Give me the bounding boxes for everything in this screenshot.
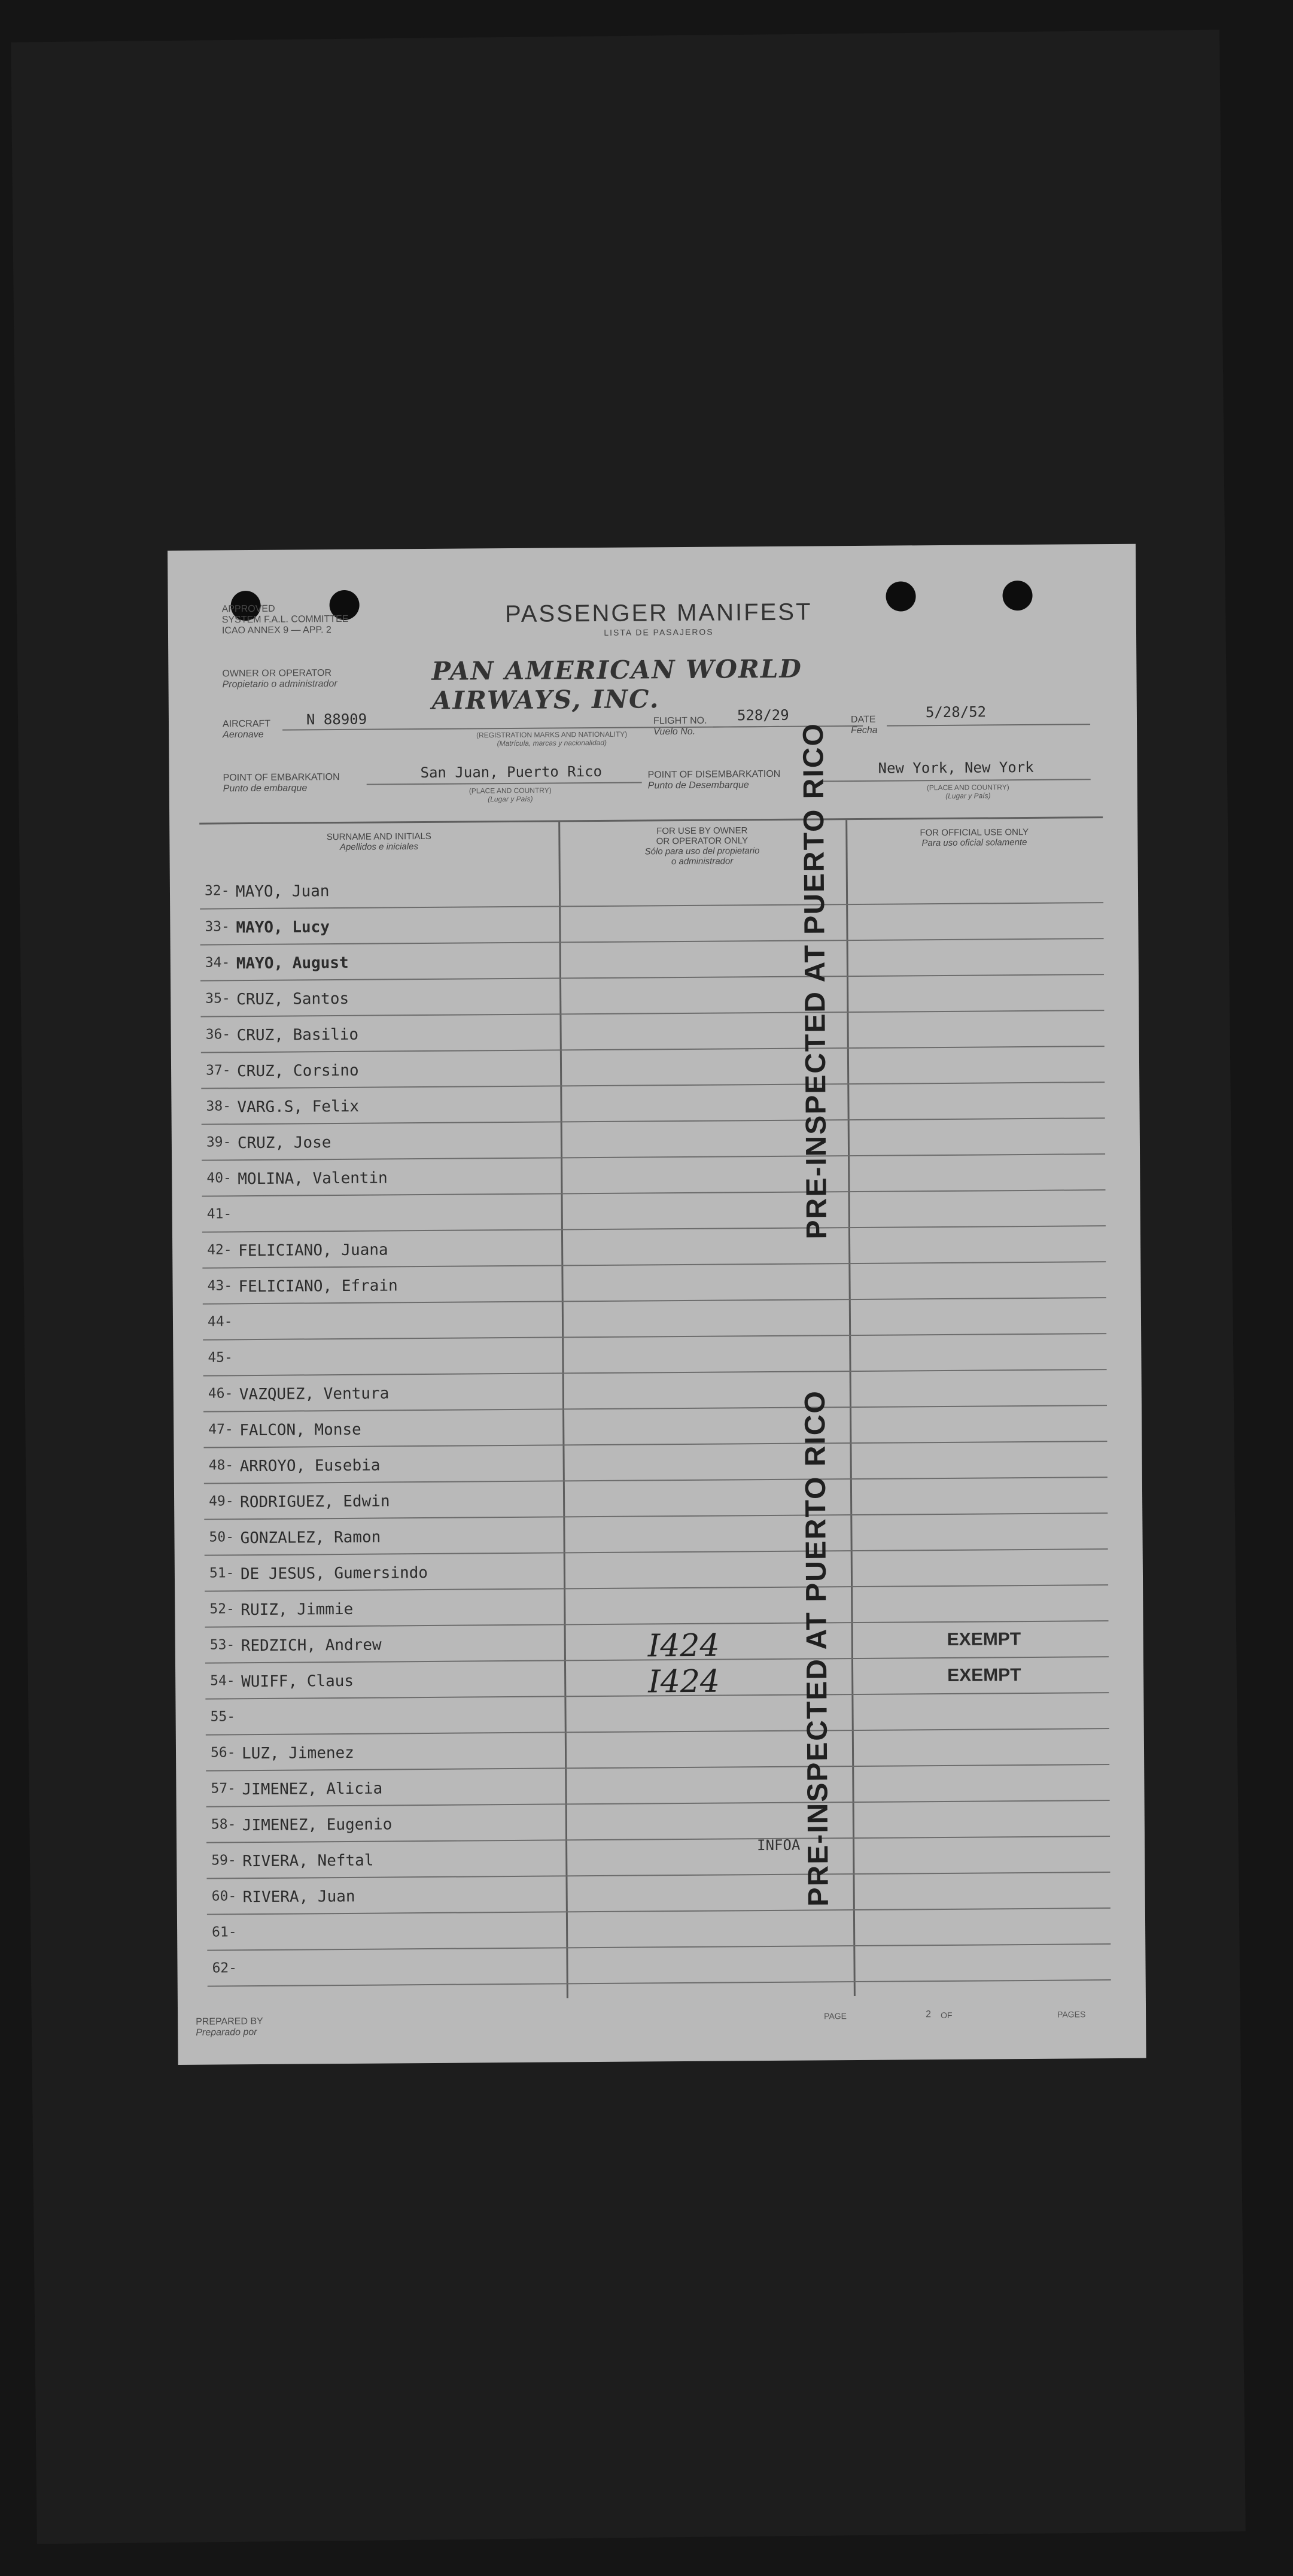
- row-number: 44-: [207, 1314, 233, 1330]
- col-head-surname-es: Apellidos e iniciales: [339, 842, 418, 853]
- flight-value: 528/29: [737, 706, 789, 724]
- row-number: 61-: [212, 1924, 237, 1940]
- disembark-underline: [822, 779, 1091, 782]
- passenger-name: VAZQUEZ, Ventura: [239, 1384, 390, 1404]
- passenger-name: MAYO, August: [236, 953, 349, 973]
- aircraft-caption-en: (REGISTRATION MARKS AND NATIONALITY): [476, 730, 628, 740]
- row-number: 34-: [205, 955, 230, 971]
- row-number: 36-: [205, 1026, 231, 1043]
- row-number: 49-: [209, 1493, 234, 1509]
- passenger-name: LUZ, Jimenez: [241, 1743, 354, 1763]
- row-number: 40-: [206, 1170, 232, 1186]
- embark-label-es: Punto de embarque: [223, 783, 308, 794]
- approval-line: SYSTEM F.A.L. COMMITTEE: [221, 613, 349, 625]
- date-label-en: DATE: [850, 714, 876, 725]
- row-number: 54-: [210, 1673, 235, 1689]
- official-status: EXEMPT: [947, 1629, 1021, 1650]
- row-number: 37-: [205, 1062, 231, 1079]
- flight-label: [653, 716, 707, 738]
- embark-underline: [367, 782, 642, 785]
- disembark-caption-es: (Lugar y País): [945, 791, 991, 800]
- disembark-label-en: POINT OF DISEMBARKATION: [647, 768, 781, 780]
- official-status: EXEMPT: [947, 1665, 1021, 1685]
- disembark-label-es: Punto de Desembarque: [647, 780, 749, 791]
- page-label: PAGE: [824, 2011, 847, 2021]
- embark-caption-es: (Lugar y País): [488, 794, 533, 804]
- row-number: 50-: [209, 1529, 235, 1545]
- col-head-official-es: Para uso oficial solamente: [921, 837, 1027, 849]
- row-number: 56-: [210, 1745, 236, 1761]
- passenger-name: RIVERA, Juan: [242, 1887, 355, 1907]
- infoa-note: INFOA: [757, 1836, 801, 1854]
- flight-label-es: Vuelo No.: [653, 726, 696, 737]
- passenger-name: WUIFF, Claus: [241, 1672, 354, 1691]
- row-number: 51-: [209, 1565, 235, 1581]
- of-label: OF: [941, 2010, 953, 2021]
- punch-hole: [1002, 581, 1032, 610]
- passenger-name: FALCON, Monse: [239, 1420, 361, 1440]
- col-head-official-en: FOR OFFICIAL USE ONLY: [920, 827, 1029, 839]
- row-number: 33-: [205, 919, 230, 935]
- disembark-caption-en: (PLACE AND COUNTRY): [926, 783, 1009, 792]
- row-number: 45-: [208, 1350, 233, 1366]
- passenger-name: RODRIGUEZ, Edwin: [239, 1492, 390, 1512]
- approval-line: APPROVED: [221, 603, 275, 615]
- passenger-name: GONZALEZ, Ramon: [240, 1528, 381, 1548]
- row-number: 32-: [204, 883, 230, 899]
- manifest-sheet: [168, 544, 1146, 2065]
- approval-line: ICAO ANNEX 9 — APP. 2: [221, 625, 331, 636]
- date-value: 5/28/52: [925, 703, 987, 721]
- passenger-name: ARROYO, Eusebia: [239, 1456, 381, 1476]
- passenger-name: MAYO, Juan: [235, 882, 330, 901]
- row-number: 39-: [206, 1134, 232, 1150]
- passenger-name: CRUZ, Basilio: [236, 1025, 359, 1045]
- form-title: PASSENGER MANIFEST: [504, 599, 813, 628]
- handwritten-code: I424: [647, 1627, 720, 1664]
- col-head-operator-en: OR OPERATOR ONLY: [656, 836, 749, 847]
- col-head-operator-es: o administrador: [671, 856, 734, 867]
- col-head-official: [845, 827, 1103, 849]
- flight-underline: [713, 725, 863, 728]
- pages-label: PAGES: [1057, 2009, 1086, 2019]
- flight-label-en: FLIGHT NO.: [653, 715, 707, 727]
- form-subtitle: LISTA DE PASAJEROS: [604, 627, 714, 637]
- passenger-name: JIMENEZ, Alicia: [242, 1779, 383, 1799]
- row-number: 48-: [208, 1457, 234, 1474]
- pre-inspected-stamp: PRE-INSPECTED AT PUERTO RICO: [798, 722, 833, 1240]
- embark-label: [223, 772, 340, 794]
- row-number: 43-: [207, 1278, 233, 1294]
- row-number: 58-: [211, 1816, 236, 1833]
- row-number: 60-: [211, 1888, 237, 1904]
- col-head-surname: [199, 830, 558, 853]
- date-label-es: Fecha: [851, 725, 878, 736]
- passenger-name: CRUZ, Corsino: [236, 1061, 359, 1081]
- col-head-operator-en: FOR USE BY OWNER: [656, 825, 748, 837]
- date-underline: [887, 724, 1090, 726]
- page-of-value: 2: [926, 2009, 932, 2020]
- table-row: [207, 1943, 1111, 1987]
- row-number: 57-: [211, 1781, 236, 1797]
- row-number: 42-: [207, 1242, 232, 1258]
- row-number: 59-: [211, 1852, 236, 1869]
- embark-caption-en: (PLACE AND COUNTRY): [468, 786, 552, 795]
- disembark-value: New York, New York: [878, 758, 1034, 777]
- col-head-operator-es: Sólo para uso del propietario: [644, 846, 760, 857]
- passenger-name: VARG.S, Felix: [237, 1097, 360, 1117]
- prepared-by: [196, 2016, 263, 2039]
- passenger-name: FELICIANO, Juana: [238, 1241, 388, 1260]
- aircraft-value: N 88909: [306, 710, 367, 728]
- handwritten-code: I424: [648, 1663, 720, 1700]
- passenger-name: RUIZ, Jimmie: [241, 1600, 354, 1620]
- aircraft-label-es: Aeronave: [223, 729, 264, 740]
- row-number: 38-: [206, 1098, 232, 1114]
- row-number: 62-: [212, 1960, 238, 1976]
- aircraft-caption-es: (Matrícula, marcas y nacionalidad): [497, 738, 607, 748]
- operator-name: PAN AMERICAN WORLD AIRWAYS, INC.: [431, 654, 802, 715]
- passenger-name: MAYO, Lucy: [236, 918, 330, 937]
- aircraft-label-en: AIRCRAFT: [222, 718, 271, 730]
- aircraft-label: [223, 719, 270, 741]
- owner-label-en: OWNER OR OPERATOR: [222, 668, 332, 679]
- passenger-name: MOLINA, Valentin: [238, 1169, 388, 1189]
- owner-label: [222, 668, 337, 690]
- row-number: 53-: [209, 1637, 235, 1653]
- prepared-by-en: PREPARED BY: [196, 2016, 263, 2027]
- pre-inspected-stamp: PRE-INSPECTED AT PUERTO RICO: [799, 1390, 835, 1907]
- col-head-surname-en: SURNAME AND INITIALS: [326, 831, 431, 843]
- embark-label-en: POINT OF EMBARKATION: [223, 772, 340, 783]
- row-number: 41-: [206, 1206, 232, 1222]
- approval-notice: [222, 603, 378, 637]
- passenger-name: FELICIANO, Efrain: [238, 1277, 398, 1296]
- passenger-name: CRUZ, Santos: [236, 989, 349, 1009]
- passenger-name: JIMENEZ, Eugenio: [242, 1815, 393, 1835]
- passenger-name: DE JESUS, Gumersindo: [240, 1564, 428, 1584]
- row-number: 55-: [210, 1709, 236, 1725]
- embark-value: San Juan, Puerto Rico: [420, 763, 603, 782]
- date-label: [851, 715, 878, 736]
- row-number: 52-: [209, 1601, 235, 1617]
- disembark-caption: [878, 783, 1058, 801]
- prepared-by-es: Preparado por: [196, 2027, 257, 2038]
- punch-hole: [886, 581, 915, 611]
- row-number: 47-: [208, 1421, 233, 1438]
- row-number: 46-: [208, 1386, 233, 1402]
- owner-label-es: Propietario o administrador: [222, 679, 337, 690]
- passenger-name: REDZICH, Andrew: [241, 1636, 382, 1655]
- disembark-label: [648, 769, 781, 792]
- passenger-name: RIVERA, Neftal: [242, 1851, 374, 1871]
- row-number: 35-: [205, 991, 230, 1007]
- passenger-name: CRUZ, Jose: [237, 1134, 331, 1153]
- embark-caption: [421, 786, 600, 804]
